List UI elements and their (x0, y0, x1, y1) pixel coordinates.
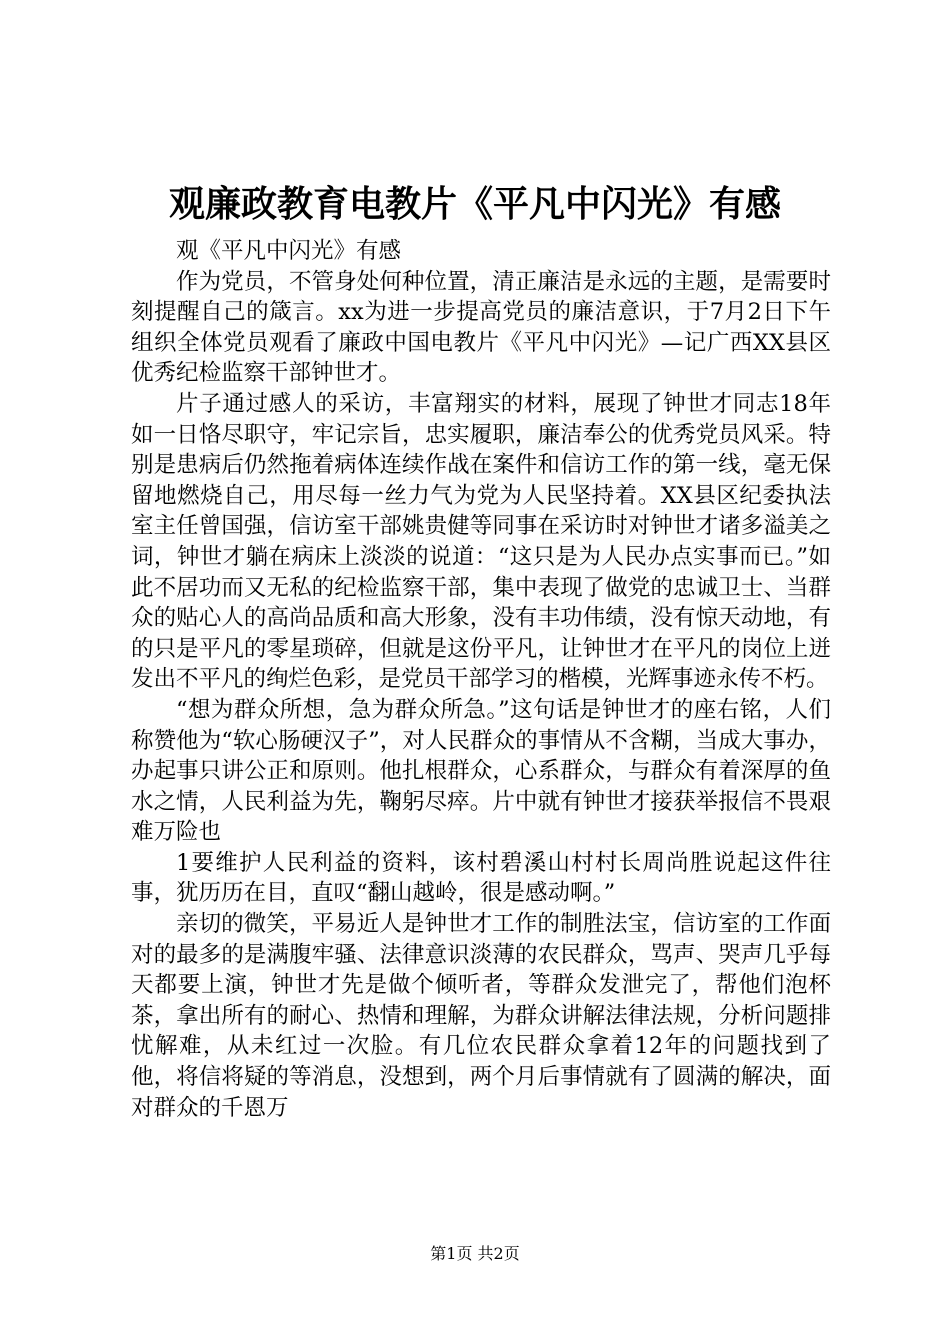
document-subtitle: 观《平凡中闪光》有感 (176, 238, 402, 264)
document-title: 观廉政教育电教片《平凡中闪光》有感 (168, 183, 781, 225)
page-number-footer: 第1页 共2页 (430, 1244, 520, 1263)
paragraph-2: 片子通过感人的采访，丰富翔实的材料，展现了钟世才同志18年如一日恪尽职守，牢记宗旨，忠实履职，廉洁奉公的优秀党员风采。特别是患病后仍然拖着病体连续作战在案件和信访工作的第一线，毫无保留地燃烧自己，用尽每一丝力气为党为人民坚持着。XX县区纪委执法室主任曾国强，信访室干部姚贵健等同事在采访时对钟世才诸多溢美之词，钟世才躺在病床上淡淡的说道：“这只是为人民办点实事而已。”如此不居功而又无私的纪检监察干部，集中表现了做党的忠诚卫士、当群众的贴心人的高尚品质和高大形象，没有丰功伟绩，没有惊天动地，有的只是平凡的零星琐碎，但就是这份平凡，让钟世才在平凡的岗位上迸发出不平凡的绚烂色彩，是党员干部学习的楷模，光辉事迹永传不朽。 (131, 390, 831, 693)
paragraph-5: 亲切的微笑，平易近人是钟世才工作的制胜法宝，信访室的工作面对的最多的是满腹牢骚、法律意识淡薄的农民群众，骂声、哭声几乎每天都要上演，钟世才先是做个倾听者，等群众发泄完了，帮他们泡杯茶，拿出所有的耐心、热情和理解，为群众讲解法律法规，分析问题排忧解难，从未红过一次脸。有几位农民群众拿着12年的问题找到了他，将信将疑的等消息，没想到，两个月后事情就有了圆满的解决，面对群众的千恩万 (131, 911, 831, 1121)
paragraph-1: 作为党员，不管身处何种位置，清正廉洁是永远的主题，是需要时刻提醒自己的箴言。xx为进一步提高党员的廉洁意识，于7月2日下午组织全体党员观看了廉政中国电教片《平凡中闪光》—记广西XX县区优秀纪检监察干部钟世才。 (131, 268, 831, 387)
paragraph-3: “想为群众所想，急为群众所急。”这句话是钟世才的座右铭，人们称赞他为“软心肠硬汉子”，对人民群众的事情从不含糊，当成大事办，办起事只讲公正和原则。他扎根群众，心系群众，与群众有着深厚的鱼水之情，人民利益为先，鞠躬尽瘁。片中就有钟世才接获举报信不畏艰难万险也 (131, 696, 831, 846)
document-body (131, 236, 831, 1123)
paragraph-4: 1要维护人民利益的资料，该村碧溪山村村长周尚胜说起这件往事，犹历历在目，直叹“翻山越岭，很是感动啊。” (131, 849, 831, 907)
